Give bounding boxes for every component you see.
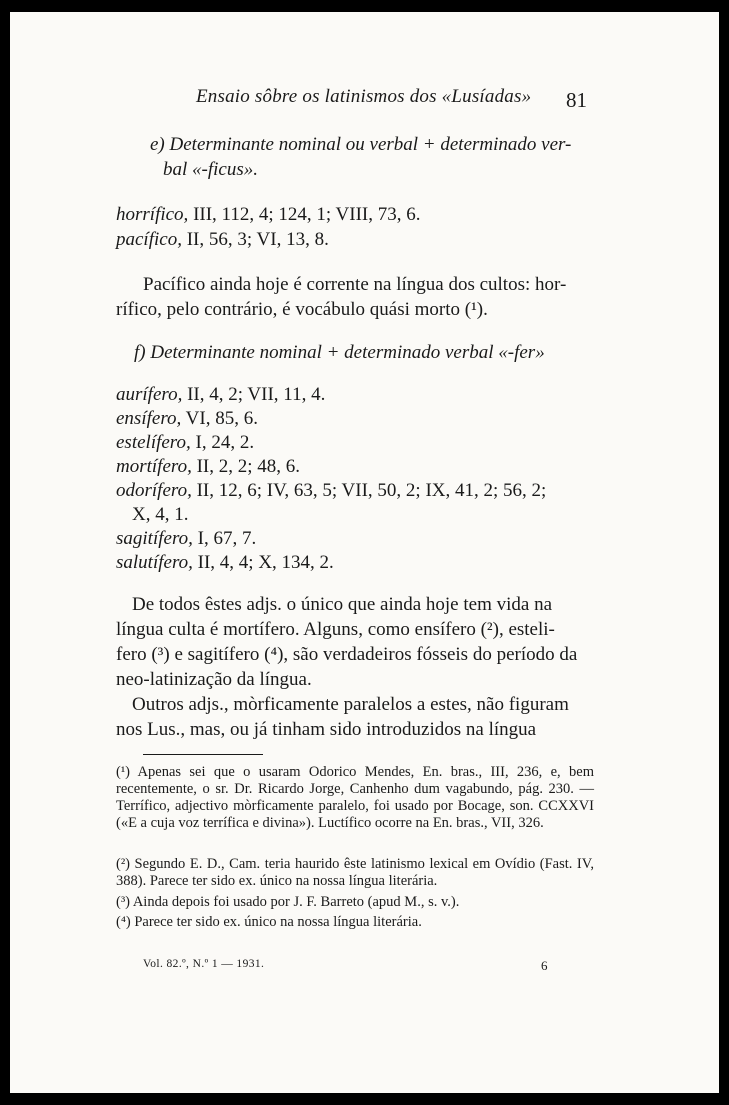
entry-mortifero <box>116 456 300 478</box>
section-e-heading-cont: bal «-ficus». <box>163 159 258 180</box>
entry-word: aurífero, <box>116 384 183 405</box>
volume-info: Vol. 82.º, N.º 1 — 1931. <box>143 958 265 970</box>
signature-mark: 6 <box>541 958 548 973</box>
body-line: De todos êstes adjs. o único que ainda hoje tem vida na <box>132 594 553 615</box>
entry-refs: II, 4, 4; X, 134, 2. <box>192 552 334 573</box>
entry-refs: I, 24, 2. <box>190 432 255 453</box>
entry-word: ensífero, <box>116 408 182 429</box>
entry-ensifero <box>116 408 258 430</box>
entry-aurifero <box>116 384 325 406</box>
entry-refs: II, 12, 6; IV, 63, 5; VII, 50, 2; IX, 41, 2; 56, 2; <box>191 480 547 501</box>
paragraph-line: rífico, pelo contrário, é vocábulo quási morto (¹). <box>116 299 488 320</box>
entry-word: sagitífero, <box>116 528 193 549</box>
footnote-4: (⁴) Parece ter sido ex. único na nossa língua literária. <box>116 914 422 930</box>
entry-word: pacífico, <box>116 229 182 250</box>
entry-odorifero-cont <box>132 504 188 526</box>
section-e-heading: e) Determinante nominal ou verbal + determinado ver- <box>150 134 572 155</box>
entry-sagitifero <box>116 528 256 550</box>
document-page <box>10 12 719 1093</box>
body-line: fero (³) e sagitífero (⁴), são verdadeiros fósseis do período da <box>116 644 578 665</box>
page-number: 81 <box>566 88 587 112</box>
entry-refs: II, 2, 2; 48, 6. <box>191 456 301 477</box>
entry-odorifero <box>116 480 546 502</box>
body-line: neo-latinização da língua. <box>116 669 312 690</box>
entry-refs: III, 112, 4; 124, 1; VIII, 73, 6. <box>188 204 421 225</box>
entry-refs: VI, 85, 6. <box>181 408 258 429</box>
entry-word: salutífero, <box>116 552 193 573</box>
entry-salutifero <box>116 552 334 574</box>
entry-estelifero <box>116 432 254 454</box>
entry-horrifico <box>116 204 421 226</box>
footnote-3: (³) Ainda depois foi usado por J. F. Barreto (apud M., s. v.). <box>116 894 460 910</box>
paragraph-line: Pacífico ainda hoje é corrente na língua dos cultos: hor- <box>143 274 567 295</box>
entry-word: mortífero, <box>116 456 192 477</box>
body-line: nos Lus., mas, ou já tinham sido introduzidos na língua <box>116 719 537 740</box>
entry-word: horrífico, <box>116 204 189 225</box>
footnote-2: (²) Segundo E. D., Cam. teria haurido êste latinismo lexical em Ovídio (Fast. IV, 388). Parece ter sido ex. único na nossa língua literária. <box>116 856 594 889</box>
footnote-divider <box>143 754 263 755</box>
entry-refs: I, 67, 7. <box>192 528 257 549</box>
section-f-heading: f) Determinante nominal + determinado verbal «-fer» <box>134 342 545 363</box>
entry-refs: II, 4, 2; VII, 11, 4. <box>182 384 326 405</box>
entry-word: estelífero, <box>116 432 191 453</box>
entry-word: odorífero, <box>116 480 192 501</box>
footnote-1: (¹) Apenas sei que o usaram Odorico Mendes, En. bras., III, 236, e, bem recentemente, o sr. Dr. Ricardo Jorge, Canhenho dum vagabundo, pág. 230. — Terrífico, adjectivo mòrficamente paralelo, foi usado por Bocage, son. CCXXVI («E a cuja voz terrífica e divina»). Luctífico ocorre na En. bras., VII, 326. <box>116 764 594 831</box>
entry-refs: X, 4, 1. <box>132 504 189 525</box>
entry-pacifico <box>116 229 329 251</box>
entry-refs: II, 56, 3; VI, 13, 8. <box>181 229 329 250</box>
body-line: língua culta é mortífero. Alguns, como ensífero (²), esteli- <box>116 619 555 640</box>
body-line: Outros adjs., mòrficamente paralelos a estes, não figuram <box>132 694 569 715</box>
running-title: Ensaio sôbre os latinismos dos «Lusíadas» <box>196 86 532 107</box>
